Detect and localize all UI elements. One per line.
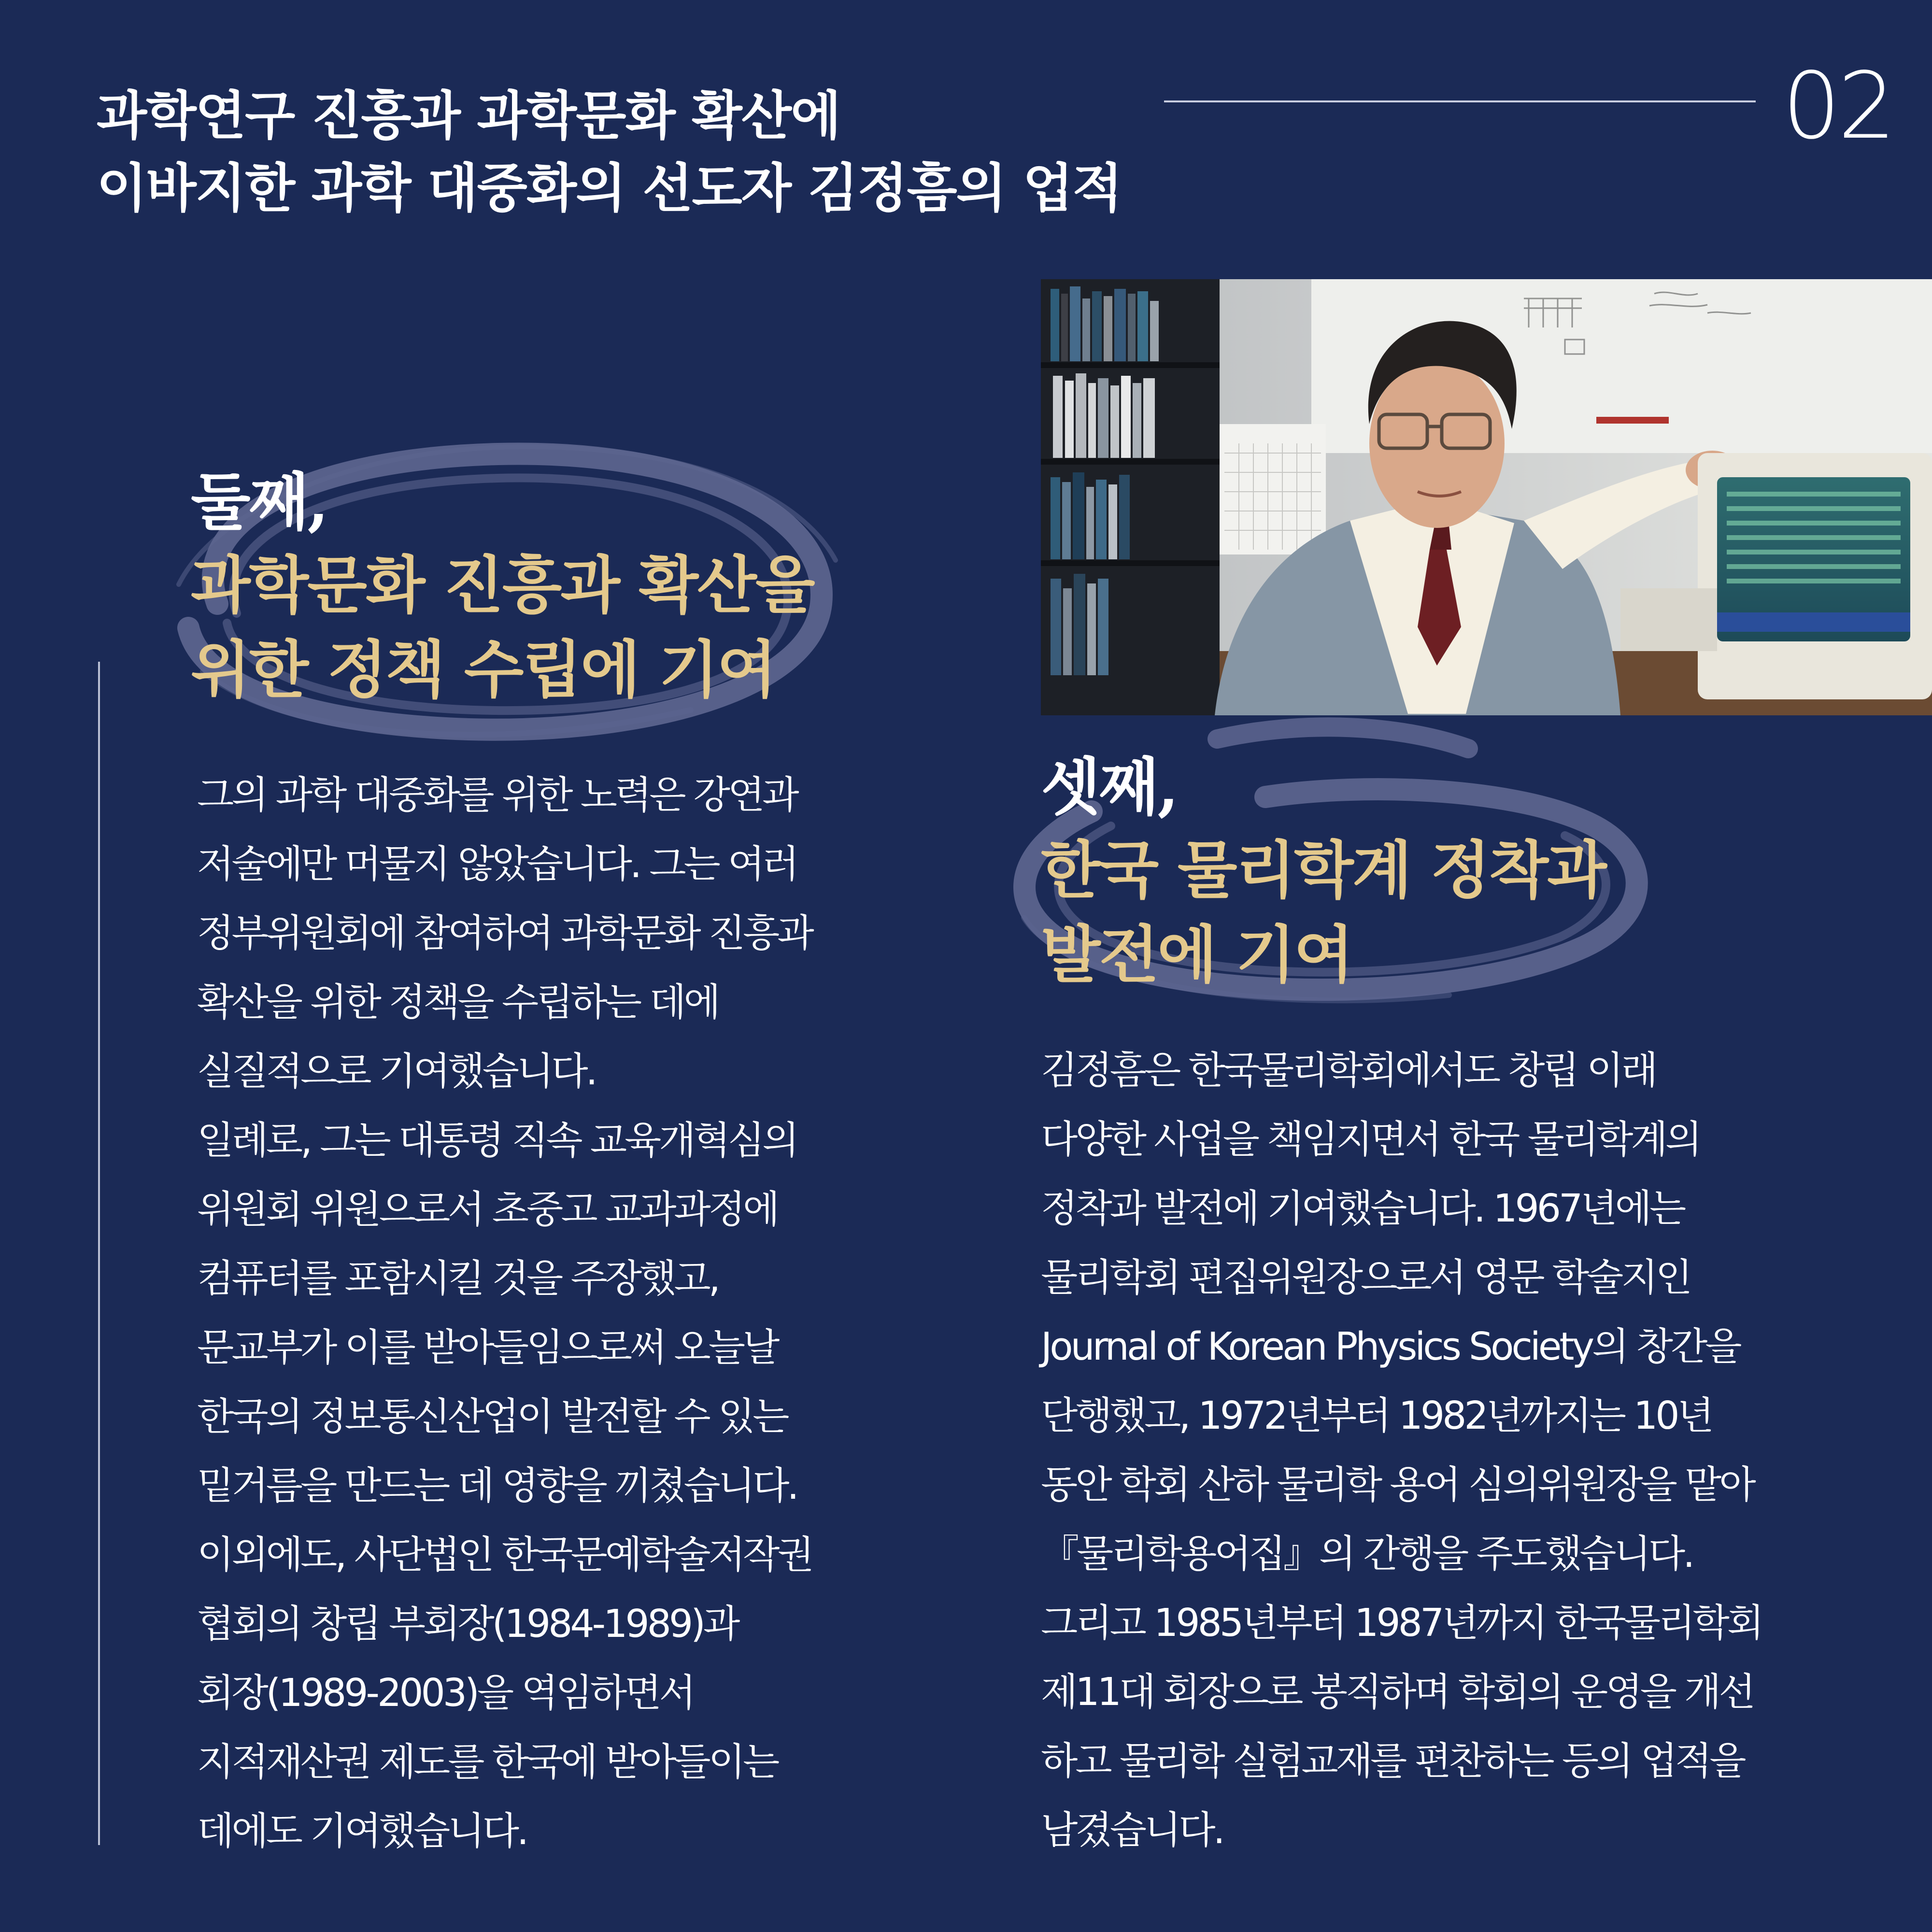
body-line: 다양한 사업을 책임지면서 한국 물리학계의 [1041, 1117, 1700, 1162]
body-line: 밑거름을 만드는 데 영향을 끼쳤습니다. [197, 1463, 797, 1508]
portrait-illustration [1041, 279, 1932, 715]
page-number: 02 [1782, 53, 1893, 159]
header-divider [1164, 100, 1756, 102]
body-line: 그의 과학 대중화를 위한 노력은 강연과 [197, 773, 797, 817]
page-title-line-1: 과학연구 진흥과 과학문화 확산에 [97, 85, 840, 146]
body-line: 지적재산권 제도를 한국에 받아들이는 [197, 1740, 778, 1784]
left-divider [98, 662, 100, 1845]
section-left-title-line-1: 과학문화 진흥과 확산을 [191, 549, 814, 622]
portrait-photo [1041, 279, 1932, 715]
section-left-body [197, 761, 812, 1866]
body-line: 동안 학회 산하 물리학 용어 심의위원장을 맡아 [1041, 1463, 1754, 1507]
body-line: 물리학회 편집위원장으로서 영문 학술지인 [1041, 1255, 1690, 1300]
body-line: 김정흠은 한국물리학회에서도 창립 이래 [1041, 1048, 1656, 1093]
body-line: Journal of Korean Physics Society의 창간을 [1041, 1324, 1740, 1369]
body-line: 그리고 1985년부터 1987년까지 한국물리학회 [1041, 1601, 1762, 1645]
body-line: 위원회 위원으로서 초중고 교과과정에 [197, 1187, 778, 1232]
section-right-title-line-2: 발전에 기여 [1041, 919, 1352, 991]
body-line: 『물리학용어집』의 간행을 주도했습니다. [1041, 1532, 1693, 1576]
body-line: 남겼습니다. [1041, 1808, 1223, 1852]
body-line: 단행했고, 1972년부터 1982년까지는 10년 [1041, 1393, 1712, 1438]
body-line: 하고 물리학 실험교재를 편찬하는 등의 업적을 [1041, 1739, 1744, 1783]
body-line: 한국의 정보통신산업이 발전할 수 있는 [197, 1394, 787, 1439]
section-left-lead: 둘째, [191, 466, 327, 539]
body-line: 확산을 위한 정책을 수립하는 데에 [197, 980, 718, 1024]
body-line: 협회의 창립 부회장(1984-1989)과 [197, 1602, 738, 1646]
body-line: 문교부가 이를 받아들임으로써 오늘날 [197, 1325, 778, 1370]
body-line: 제11대 회장으로 봉직하며 학회의 운영을 개선 [1041, 1670, 1753, 1714]
section-right-heading [1041, 746, 1605, 997]
section-right-title-line-1: 한국 물리학계 정착과 [1041, 834, 1605, 907]
section-left-heading [191, 461, 814, 712]
body-line: 컴퓨터를 포함시킬 것을 주장했고, [197, 1256, 718, 1301]
body-line: 일례로, 그는 대통령 직속 교육개혁심의 [197, 1118, 797, 1163]
body-line: 저술에만 머물지 않았습니다. 그는 여러 [197, 842, 797, 886]
body-line: 회장(1989-2003)을 역임하면서 [197, 1671, 694, 1715]
section-left-title-line-2: 위한 정책 수립에 기여 [191, 634, 776, 706]
section-right-lead: 셋째, [1041, 751, 1178, 824]
section-right-body [1041, 1036, 1762, 1865]
page-title-line-2: 이바지한 과학 대중화의 선도자 김정흠의 업적 [97, 158, 1122, 219]
body-line: 이외에도, 사단법인 한국문예학술저작권 [197, 1533, 812, 1577]
body-line: 정착과 발전에 기여했습니다. 1967년에는 [1041, 1186, 1684, 1231]
body-line: 데에도 기여했습니다. [197, 1809, 527, 1853]
body-line: 정부위원회에 참여하여 과학문화 진흥과 [197, 911, 812, 955]
page-title [97, 80, 1208, 225]
body-line: 실질적으로 기여했습니다. [197, 1049, 596, 1094]
